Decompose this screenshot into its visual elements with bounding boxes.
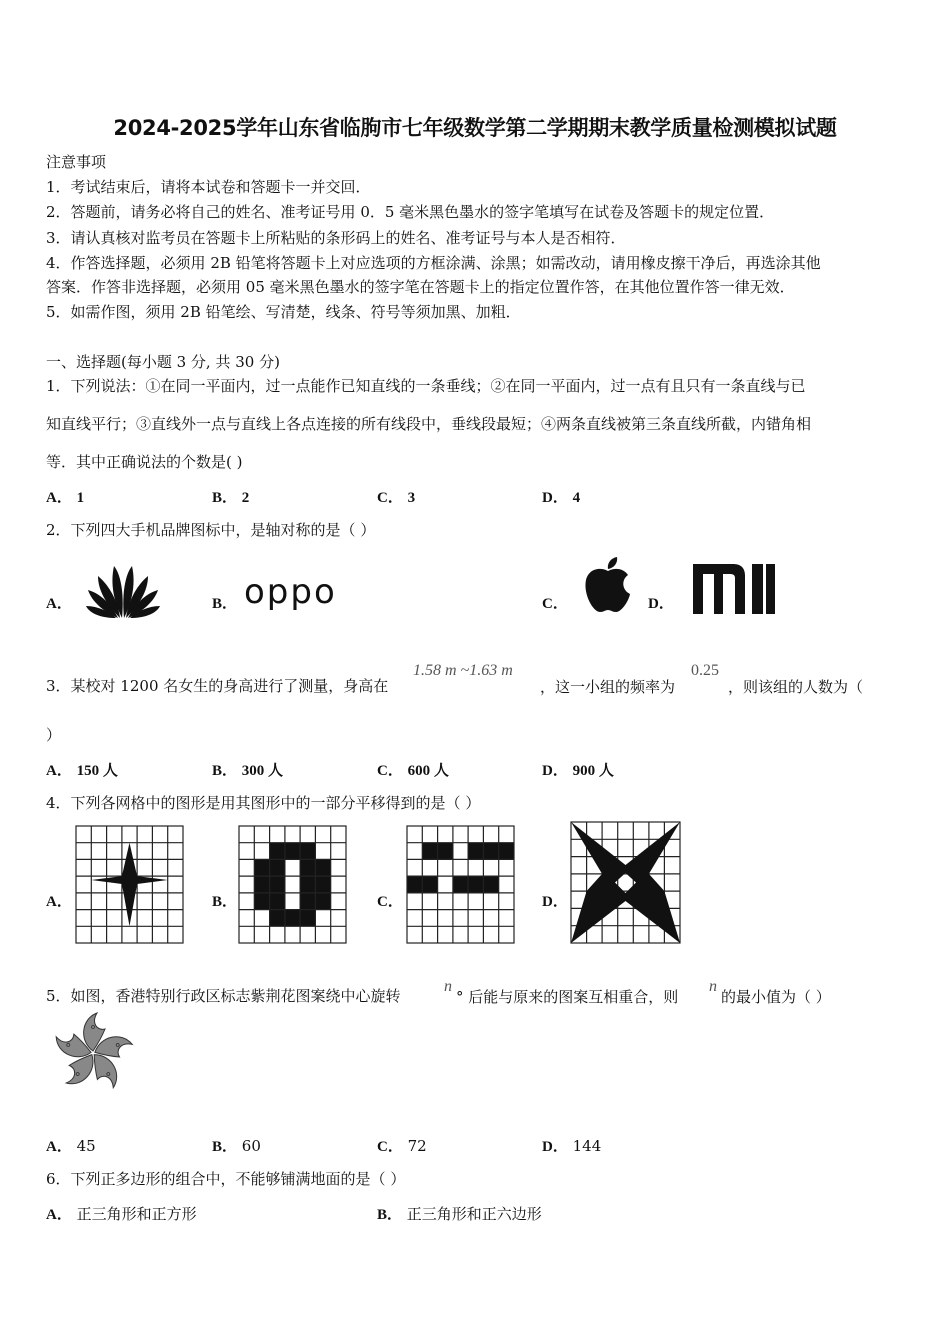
section-heading: 一、选择题(每小题 3 分, 共 30 分) xyxy=(46,353,280,371)
q4-grid-c xyxy=(406,825,516,945)
q3-option-d: D． 900 人 xyxy=(542,763,614,779)
q4-grid-a xyxy=(75,825,185,945)
q3-frequency: 0.25 xyxy=(691,662,719,679)
q2-option-b: B． xyxy=(212,596,238,612)
notice-item: 1．考试结束后，请将本试卷和答题卡一并交回． xyxy=(46,178,371,196)
q2-option-a: A． xyxy=(46,596,72,612)
question-1-line: 知直线平行；③直线外一点与直线上各点连接的所有线段中，垂线段最短；④两条直线被第三条直线所截，内错角相 xyxy=(46,415,812,433)
bauhinia-flower-icon xyxy=(48,1010,138,1096)
question-5-stem: 5．如图，香港特别行政区标志紫荆花图案绕中心旋转 xyxy=(46,987,401,1005)
question-4-stem: 4．下列各网格中的图形是用其图形中的一部分平移得到的是（ ） xyxy=(46,794,481,812)
q1-option-b: B． 2 xyxy=(212,490,250,506)
notice-item: 答案．作答非选择题，必须用 05 毫米黑色墨水的签字笔在答题卡上的指定位置作答，在其他位置作答一律无效． xyxy=(46,278,795,296)
q5-option-b: B． 60 xyxy=(212,1137,261,1155)
q1-option-d: D． 4 xyxy=(542,490,581,506)
q2-option-d: D． xyxy=(648,596,674,612)
question-6-stem: 6．下列正多边形的组合中，不能够铺满地面的是（ ） xyxy=(46,1170,406,1188)
q3-option-a: A． 150 人 xyxy=(46,763,118,779)
notice-heading: 注意事项 xyxy=(46,153,107,171)
question-1-line: 1．下列说法：①在同一平面内，过一点能作已知直线的一条垂线；②在同一平面内，过一点有且只有一条直线与已 xyxy=(46,377,806,395)
q6-option-b: B． 正三角形和正六边形 xyxy=(377,1205,542,1223)
q4-option-b: B． xyxy=(212,894,238,910)
page-title: 2024-2025学年山东省临朐市七年级数学第二学期期末教学质量检测模拟试题 xyxy=(113,116,837,140)
q3-option-b: B． 300 人 xyxy=(212,763,284,779)
q1-option-a: A． 1 xyxy=(46,490,85,506)
q5-option-a: A． 45 xyxy=(46,1137,96,1155)
notice-item: 2．答题前，请务必将自己的姓名、准考证号用 0．5 毫米黑色墨水的签字笔填写在试卷及答题卡的规定位置． xyxy=(46,203,775,221)
q3-stem-close: ） xyxy=(46,726,62,744)
oppo-logo: oppo xyxy=(244,572,337,612)
q3-option-c: C． 600 人 xyxy=(377,763,449,779)
question-1-line: 等．其中正确说法的个数是( ) xyxy=(46,453,243,471)
q5-option-c: C． 72 xyxy=(377,1137,427,1155)
q3-height-range: 1.58 m ~1.63 m xyxy=(413,662,513,679)
q2-option-c: C． xyxy=(542,596,568,612)
q4-option-a: A． xyxy=(46,894,72,910)
q6-option-a: A． 正三角形和正方形 xyxy=(46,1205,197,1223)
q5-variable-n-2: n xyxy=(709,978,717,995)
q4-option-c: C． xyxy=(377,894,403,910)
q4-option-d: D． xyxy=(542,894,568,910)
q3-stem-end: ，则该组的人数为（ xyxy=(728,678,864,696)
q5-stem-middle: ° 后能与原来的图案互相重合，则 xyxy=(456,988,679,1006)
notice-item: 5．如需作图，须用 2B 铅笔绘、写清楚，线条、符号等须加黑、加粗． xyxy=(46,303,521,321)
notice-item: 4．作答选择题，必须用 2B 铅笔将答题卡上对应选项的方框涂满、涂黑；如需改动，请用橡皮擦干净后，再选涂其他 xyxy=(46,254,821,272)
notice-item: 3．请认真核对监考员在答题卡上所粘贴的条形码上的姓名、准考证号与本人是否相符． xyxy=(46,229,626,247)
question-2-stem: 2．下列四大手机品牌图标中，是轴对称的是（ ） xyxy=(46,521,376,539)
q5-variable-n: n xyxy=(444,978,452,995)
q5-stem-end: 的最小值为（ ） xyxy=(721,988,831,1006)
xiaomi-logo-icon xyxy=(693,564,775,614)
q1-option-c: C． 3 xyxy=(377,490,416,506)
question-3-stem: 3．某校对 1200 名女生的身高进行了测量，身高在 xyxy=(46,677,389,695)
q5-option-d: D． 144 xyxy=(542,1137,602,1155)
huawei-logo-icon xyxy=(84,562,162,620)
apple-logo-icon xyxy=(583,556,633,614)
q3-stem-middle: ，这一小组的频率为 xyxy=(540,678,676,696)
q4-grid-d xyxy=(570,821,682,945)
q4-grid-b xyxy=(238,825,348,945)
